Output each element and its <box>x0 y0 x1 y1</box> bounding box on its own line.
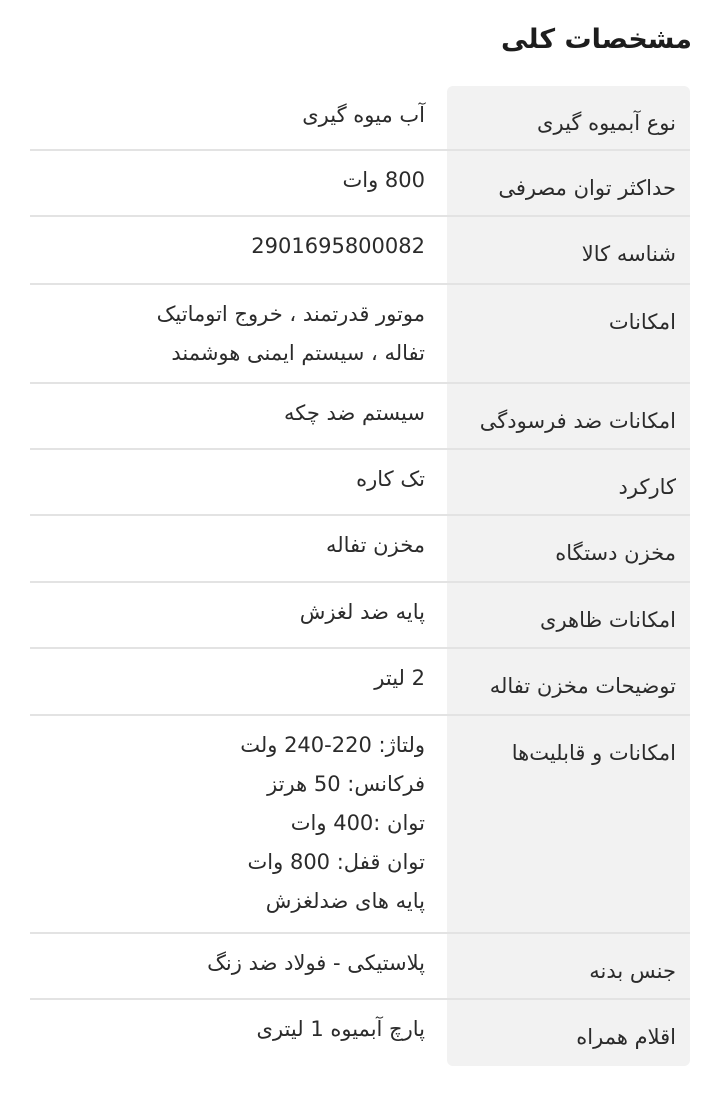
spec-value-cell <box>30 1000 447 1066</box>
spec-row <box>30 1000 690 1066</box>
section-title: مشخصات کلی <box>501 24 692 55</box>
spec-value-cell <box>30 217 447 283</box>
spec-row <box>30 151 690 217</box>
spec-value: تک کاره <box>356 467 425 491</box>
spec-value: آب میوه گیری <box>302 103 425 127</box>
spec-key: توضیحات مخزن تفاله <box>447 649 690 714</box>
spec-value-cell <box>30 934 447 998</box>
spec-key: جنس بدنه <box>447 934 690 998</box>
spec-key: حداکثر توان مصرفی <box>447 151 690 215</box>
spec-value-cell <box>30 450 447 514</box>
spec-key: شناسه کالا <box>447 217 690 283</box>
spec-value-cell <box>30 151 447 215</box>
spec-value: 800 وات <box>342 168 425 192</box>
spec-value: فرکانس: 50 هرتز <box>267 772 425 796</box>
spec-value: تفاله ، سیستم ایمنی هوشمند <box>171 341 425 365</box>
spec-value: پایه های ضدلغزش <box>265 889 425 913</box>
spec-value: سیستم ضد چکه <box>283 401 425 425</box>
spec-row <box>30 516 690 583</box>
spec-value-cell <box>30 716 447 932</box>
spec-value-cell <box>30 384 447 448</box>
spec-row <box>30 649 690 716</box>
spec-value-cell <box>30 86 447 149</box>
spec-key: مخزن دستگاه <box>447 516 690 581</box>
spec-key: کارکرد <box>447 450 690 514</box>
spec-value: پایه ضد لغزش <box>299 600 425 624</box>
spec-value-cell <box>30 516 447 581</box>
spec-value-cell <box>30 649 447 714</box>
spec-value: پلاستیکی - فولاد ضد زنگ <box>207 951 425 975</box>
spec-key: امکانات ضد فرسودگی <box>447 384 690 448</box>
spec-value: 2901695800082 <box>251 234 425 258</box>
spec-value: ولتاژ: 220-240 ولت <box>240 733 425 757</box>
spec-table <box>30 86 690 1066</box>
spec-key: امکانات و قابلیت‌ها <box>447 716 690 932</box>
spec-key: امکانات ظاهری <box>447 583 690 647</box>
spec-key: نوع آبمیوه گیری <box>447 86 690 149</box>
spec-row <box>30 285 690 384</box>
spec-row <box>30 450 690 516</box>
spec-value: 2 لیتر <box>374 666 425 690</box>
spec-value-cell <box>30 285 447 382</box>
spec-value: موتور قدرتمند ، خروج اتوماتیک <box>156 302 425 326</box>
spec-value-cell <box>30 583 447 647</box>
spec-key: امکانات <box>447 285 690 382</box>
spec-value: مخزن تفاله <box>325 533 425 557</box>
spec-row <box>30 583 690 649</box>
spec-row <box>30 716 690 934</box>
spec-key: اقلام همراه <box>447 1000 690 1066</box>
spec-value: پارچ آبمیوه 1 لیتری <box>256 1017 425 1041</box>
spec-row <box>30 217 690 285</box>
spec-row <box>30 86 690 151</box>
spec-row <box>30 934 690 1000</box>
spec-row <box>30 384 690 450</box>
spec-value: توان قفل: 800 وات <box>247 850 425 874</box>
spec-value: توان :400 وات <box>290 811 425 835</box>
